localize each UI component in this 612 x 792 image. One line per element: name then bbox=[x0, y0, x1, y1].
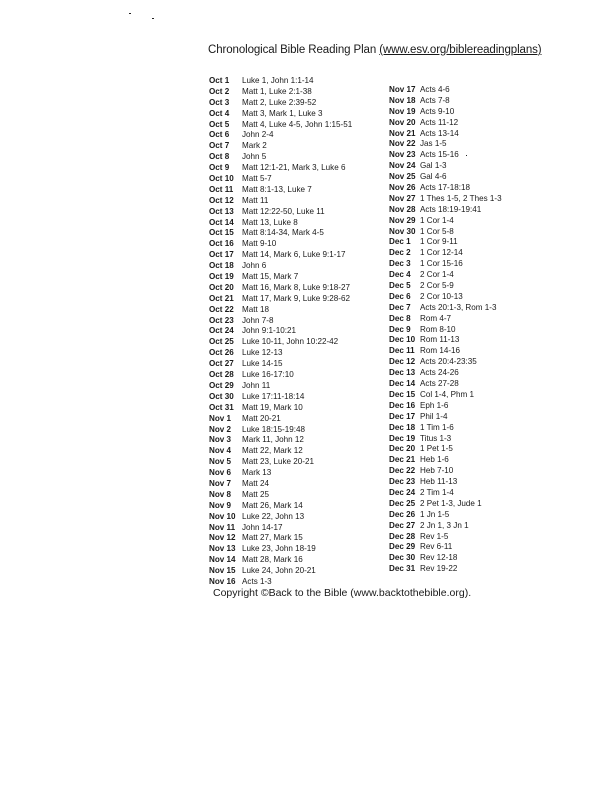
schedule-row bbox=[389, 314, 502, 325]
schedule-date: Oct 20 bbox=[209, 282, 234, 292]
schedule-row bbox=[209, 326, 352, 337]
schedule-row bbox=[209, 403, 352, 414]
schedule-reading: Rev 1-5 bbox=[420, 531, 449, 541]
schedule-date: Oct 30 bbox=[209, 391, 234, 401]
schedule-date: Dec 27 bbox=[389, 520, 416, 530]
schedule-row bbox=[209, 305, 352, 316]
schedule-date: Oct 26 bbox=[209, 348, 234, 358]
schedule-date: Nov 10 bbox=[209, 511, 236, 521]
schedule-reading: Gal 4-6 bbox=[420, 172, 447, 182]
schedule-reading: Jas 1-5 bbox=[420, 139, 447, 149]
schedule-row bbox=[389, 444, 502, 455]
schedule-date: Oct 27 bbox=[209, 359, 234, 369]
schedule-date: Oct 29 bbox=[209, 380, 234, 390]
schedule-row bbox=[389, 172, 502, 183]
schedule-date: Oct 31 bbox=[209, 402, 234, 412]
schedule-row bbox=[389, 401, 502, 412]
schedule-row bbox=[389, 281, 502, 292]
schedule-reading: John 11 bbox=[242, 380, 271, 390]
schedule-row bbox=[389, 521, 502, 532]
schedule-reading: Acts 9-10 bbox=[420, 106, 455, 116]
schedule-reading: Matt 1, Luke 2:1-38 bbox=[242, 86, 312, 96]
schedule-date: Oct 12 bbox=[209, 195, 234, 205]
schedule-reading: 2 Jn 1, 3 Jn 1 bbox=[420, 520, 469, 530]
schedule-date: Dec 17 bbox=[389, 411, 416, 421]
schedule-date: Nov 19 bbox=[389, 106, 416, 116]
schedule-date: Nov 13 bbox=[209, 544, 236, 554]
schedule-row bbox=[389, 488, 502, 499]
schedule-reading: Rom 11-13 bbox=[420, 335, 460, 345]
schedule-row bbox=[389, 303, 502, 314]
schedule-reading: Matt 5-7 bbox=[242, 174, 272, 184]
schedule-date: Dec 7 bbox=[389, 302, 411, 312]
schedule-date: Dec 16 bbox=[389, 400, 416, 410]
schedule-row bbox=[389, 346, 502, 357]
schedule-reading: 1 Pet 1-5 bbox=[420, 444, 453, 454]
schedule-row bbox=[389, 292, 502, 303]
schedule-row bbox=[209, 337, 352, 348]
copyright-footer: Copyright ©Back to the Bible (www.backtothebible.org). bbox=[213, 587, 472, 599]
schedule-date: Nov 20 bbox=[389, 117, 416, 127]
schedule-date: Dec 8 bbox=[389, 313, 411, 323]
schedule-reading: Mark 2 bbox=[242, 141, 267, 151]
schedule-row bbox=[209, 381, 352, 392]
schedule-row bbox=[389, 118, 502, 129]
schedule-date: Dec 2 bbox=[389, 248, 411, 258]
schedule-date: Dec 3 bbox=[389, 259, 411, 269]
schedule-date: Nov 16 bbox=[209, 576, 236, 586]
schedule-reading: Matt 23, Luke 20-21 bbox=[242, 457, 314, 467]
schedule-reading: Luke 24, John 20-21 bbox=[242, 566, 316, 576]
schedule-row bbox=[389, 161, 502, 172]
schedule-reading: Luke 10-11, John 10:22-42 bbox=[242, 337, 339, 347]
schedule-date: Nov 14 bbox=[209, 555, 236, 565]
schedule-reading: Matt 17, Mark 9, Luke 9:28-62 bbox=[242, 293, 350, 303]
schedule-reading: Phil 1-4 bbox=[420, 411, 448, 421]
schedule-reading: John 9:1-10:21 bbox=[242, 326, 297, 336]
schedule-reading: 1 Cor 1-4 bbox=[420, 215, 454, 225]
schedule-row bbox=[389, 477, 502, 488]
schedule-reading: Acts 20:4-23:35 bbox=[420, 357, 477, 367]
schedule-reading: Acts 1-3 bbox=[242, 576, 272, 586]
schedule-date: Nov 7 bbox=[209, 478, 232, 488]
schedule-reading: Matt 11 bbox=[242, 195, 269, 205]
schedule-date: Nov 28 bbox=[389, 204, 416, 214]
schedule-reading: Matt 20-21 bbox=[242, 413, 281, 423]
schedule-date: Nov 5 bbox=[209, 457, 232, 467]
schedule-row bbox=[209, 87, 352, 98]
title-text: Chronological Bible Reading Plan bbox=[208, 44, 377, 56]
schedule-date: Dec 31 bbox=[389, 564, 416, 574]
schedule-reading: Matt 25 bbox=[242, 489, 269, 499]
schedule-date: Nov 17 bbox=[389, 85, 416, 94]
schedule-reading: Matt 4, Luke 4-5, John 1:15-51 bbox=[242, 119, 353, 129]
schedule-reading: Luke 16-17:10 bbox=[242, 370, 294, 380]
schedule-reading: Rev 6-11 bbox=[420, 542, 453, 552]
schedule-row bbox=[389, 499, 502, 510]
schedule-row bbox=[389, 412, 502, 423]
schedule-date: Oct 2 bbox=[209, 86, 230, 96]
schedule-reading: 2 Cor 10-13 bbox=[420, 291, 463, 301]
schedule-row bbox=[209, 283, 352, 294]
schedule-date: Dec 15 bbox=[389, 389, 416, 399]
schedule-row bbox=[209, 152, 352, 163]
schedule-row bbox=[209, 533, 352, 544]
schedule-date: Dec 25 bbox=[389, 498, 416, 508]
schedule-date: Oct 13 bbox=[209, 206, 234, 216]
schedule-reading: Matt 22, Mark 12 bbox=[242, 446, 303, 456]
schedule-row bbox=[209, 544, 352, 555]
schedule-reading: John 7-8 bbox=[242, 315, 274, 325]
schedule-reading: 1 Cor 15-16 bbox=[420, 259, 463, 269]
schedule-reading: Rev 12-18 bbox=[420, 553, 458, 563]
schedule-row bbox=[209, 196, 352, 207]
schedule-date: Dec 22 bbox=[389, 466, 416, 476]
schedule-date: Oct 9 bbox=[209, 163, 230, 173]
schedule-date: Oct 7 bbox=[209, 141, 230, 151]
schedule-row bbox=[209, 174, 352, 185]
schedule-reading: 2 Tim 1-4 bbox=[420, 487, 454, 497]
schedule-reading: Matt 8:1-13, Luke 7 bbox=[242, 184, 312, 194]
schedule-row bbox=[389, 379, 502, 390]
schedule-row bbox=[209, 435, 352, 446]
schedule-reading: John 2-4 bbox=[242, 130, 274, 140]
schedule-row bbox=[389, 325, 502, 336]
title-url: (www.esv.org/biblereadingplans) bbox=[379, 44, 542, 56]
schedule-reading: Col 1-4, Phm 1 bbox=[420, 389, 474, 399]
schedule-reading: Luke 12-13 bbox=[242, 348, 283, 358]
schedule-date: Dec 1 bbox=[389, 237, 411, 247]
schedule-row bbox=[389, 139, 502, 150]
schedule-row bbox=[209, 523, 352, 534]
schedule-row bbox=[209, 218, 352, 229]
schedule-date: Dec 23 bbox=[389, 477, 416, 487]
schedule-date: Dec 19 bbox=[389, 433, 416, 443]
schedule-reading: Matt 24 bbox=[242, 478, 269, 488]
schedule-row bbox=[209, 457, 352, 468]
schedule-reading: Matt 14, Mark 6, Luke 9:1-17 bbox=[242, 250, 346, 260]
schedule-reading: Eph 1-6 bbox=[420, 400, 449, 410]
schedule-date: Nov 1 bbox=[209, 413, 232, 423]
schedule-reading: Acts 11-12 bbox=[420, 117, 459, 127]
schedule-reading: 1 Cor 12-14 bbox=[420, 248, 463, 258]
schedule-row bbox=[389, 390, 502, 401]
schedule-date: Nov 4 bbox=[209, 446, 232, 456]
left-schedule-column bbox=[209, 76, 352, 588]
schedule-row bbox=[209, 555, 352, 566]
schedule-row bbox=[389, 129, 502, 140]
schedule-reading: Matt 13, Luke 8 bbox=[242, 217, 298, 227]
schedule-row bbox=[209, 272, 352, 283]
schedule-reading: Acts 15-16 bbox=[420, 150, 459, 160]
schedule-row bbox=[209, 120, 352, 131]
schedule-date: Nov 21 bbox=[389, 128, 416, 138]
schedule-date: Nov 6 bbox=[209, 468, 232, 478]
schedule-date: Nov 30 bbox=[389, 226, 416, 236]
schedule-reading: 1 Tim 1-6 bbox=[420, 422, 454, 432]
schedule-date: Dec 26 bbox=[389, 509, 416, 519]
schedule-reading: 1 Cor 5-8 bbox=[420, 226, 454, 236]
schedule-date: Nov 23 bbox=[389, 150, 416, 160]
schedule-date: Dec 11 bbox=[389, 346, 415, 356]
schedule-row bbox=[389, 85, 502, 96]
schedule-row bbox=[209, 98, 352, 109]
page-title bbox=[208, 44, 542, 56]
schedule-date: Nov 29 bbox=[389, 215, 416, 225]
schedule-row bbox=[209, 228, 352, 239]
schedule-row bbox=[389, 335, 502, 346]
schedule-row bbox=[389, 248, 502, 259]
schedule-date: Oct 21 bbox=[209, 293, 234, 303]
schedule-row bbox=[389, 434, 502, 445]
schedule-date: Dec 10 bbox=[389, 335, 416, 345]
schedule-row bbox=[389, 368, 502, 379]
schedule-reading: Acts 27-28 bbox=[420, 379, 459, 389]
schedule-reading: Rom 8-10 bbox=[420, 324, 456, 334]
schedule-reading: Luke 22, John 13 bbox=[242, 511, 305, 521]
schedule-row bbox=[209, 316, 352, 327]
schedule-reading: 2 Cor 1-4 bbox=[420, 270, 454, 280]
scan-speck bbox=[152, 18, 154, 19]
schedule-row bbox=[389, 227, 502, 238]
schedule-row bbox=[209, 130, 352, 141]
schedule-row bbox=[389, 466, 502, 477]
schedule-date: Nov 2 bbox=[209, 424, 232, 434]
schedule-row bbox=[209, 414, 352, 425]
schedule-reading: Matt 15, Mark 7 bbox=[242, 272, 299, 282]
schedule-reading: Acts 18:19-19:41 bbox=[420, 204, 482, 214]
schedule-date: Nov 9 bbox=[209, 500, 232, 510]
schedule-date: Oct 8 bbox=[209, 152, 230, 162]
schedule-date: Oct 1 bbox=[209, 76, 230, 85]
schedule-row bbox=[209, 76, 352, 87]
schedule-date: Oct 25 bbox=[209, 337, 234, 347]
schedule-row bbox=[389, 259, 502, 270]
schedule-row bbox=[209, 425, 352, 436]
schedule-date: Dec 18 bbox=[389, 422, 416, 432]
schedule-row bbox=[389, 423, 502, 434]
schedule-reading: Matt 12:1-21, Mark 3, Luke 6 bbox=[242, 163, 346, 173]
schedule-row bbox=[389, 553, 502, 564]
schedule-reading: Matt 26, Mark 14 bbox=[242, 500, 303, 510]
schedule-row bbox=[389, 455, 502, 466]
schedule-date: Dec 21 bbox=[389, 455, 416, 465]
schedule-date: Oct 14 bbox=[209, 217, 234, 227]
schedule-reading: 1 Thes 1-5, 2 Thes 1-3 bbox=[420, 193, 502, 203]
schedule-date: Oct 24 bbox=[209, 326, 234, 336]
schedule-reading: Matt 27, Mark 15 bbox=[242, 533, 303, 543]
schedule-reading: Heb 11-13 bbox=[420, 477, 458, 487]
schedule-date: Oct 5 bbox=[209, 119, 230, 129]
schedule-row bbox=[389, 150, 502, 161]
schedule-reading: Acts 20:1-3, Rom 1-3 bbox=[420, 302, 497, 312]
schedule-date: Oct 28 bbox=[209, 370, 234, 380]
schedule-date: Nov 11 bbox=[209, 522, 236, 532]
schedule-date: Dec 13 bbox=[389, 368, 416, 378]
schedule-reading: Matt 18 bbox=[242, 304, 269, 314]
schedule-date: Nov 18 bbox=[389, 95, 416, 105]
schedule-reading: Acts 13-14 bbox=[420, 128, 459, 138]
scan-speck bbox=[129, 13, 131, 14]
schedule-row bbox=[209, 141, 352, 152]
schedule-row bbox=[209, 446, 352, 457]
schedule-row bbox=[209, 566, 352, 577]
schedule-reading: Matt 16, Mark 8, Luke 9:18-27 bbox=[242, 282, 350, 292]
schedule-reading: Rom 4-7 bbox=[420, 313, 452, 323]
schedule-reading: Matt 19, Mark 10 bbox=[242, 402, 303, 412]
schedule-date: Nov 24 bbox=[389, 161, 416, 171]
schedule-reading: Luke 18:15-19:48 bbox=[242, 424, 306, 434]
schedule-date: Oct 18 bbox=[209, 261, 234, 271]
schedule-reading: Titus 1-3 bbox=[420, 433, 452, 443]
schedule-date: Oct 6 bbox=[209, 130, 230, 140]
schedule-date: Dec 9 bbox=[389, 324, 411, 334]
schedule-row bbox=[209, 239, 352, 250]
right-schedule-column bbox=[389, 85, 502, 575]
schedule-row bbox=[389, 96, 502, 107]
schedule-row bbox=[389, 194, 502, 205]
schedule-date: Dec 29 bbox=[389, 542, 416, 552]
schedule-row bbox=[389, 542, 502, 553]
schedule-row bbox=[389, 216, 502, 227]
schedule-row bbox=[209, 207, 352, 218]
schedule-reading: Mark 13 bbox=[242, 468, 272, 478]
schedule-date: Nov 15 bbox=[209, 566, 236, 576]
schedule-row bbox=[389, 107, 502, 118]
schedule-reading: Mark 11, John 12 bbox=[242, 435, 304, 445]
schedule-date: Oct 4 bbox=[209, 108, 230, 118]
schedule-reading: Matt 2, Luke 2:39-52 bbox=[242, 97, 317, 107]
schedule-row bbox=[209, 261, 352, 272]
schedule-date: Dec 30 bbox=[389, 553, 416, 563]
schedule-reading: Luke 17:11-18:14 bbox=[242, 391, 305, 401]
schedule-reading: Luke 1, John 1:1-14 bbox=[242, 76, 314, 85]
schedule-row bbox=[209, 185, 352, 196]
schedule-reading: Matt 9-10 bbox=[242, 239, 277, 249]
schedule-reading: Heb 1-6 bbox=[420, 455, 449, 465]
schedule-date: Oct 16 bbox=[209, 239, 234, 249]
schedule-date: Oct 10 bbox=[209, 174, 234, 184]
schedule-reading: Acts 17-18:18 bbox=[420, 183, 470, 193]
schedule-date: Oct 19 bbox=[209, 272, 234, 282]
schedule-row bbox=[209, 490, 352, 501]
schedule-reading: Matt 28, Mark 16 bbox=[242, 555, 303, 565]
schedule-date: Dec 24 bbox=[389, 487, 416, 497]
schedule-reading: Matt 3, Mark 1, Luke 3 bbox=[242, 108, 323, 118]
schedule-date: Oct 22 bbox=[209, 304, 234, 314]
schedule-row bbox=[389, 532, 502, 543]
schedule-row bbox=[389, 205, 502, 216]
schedule-reading: Heb 7-10 bbox=[420, 466, 454, 476]
schedule-reading: 2 Cor 5-9 bbox=[420, 281, 454, 291]
schedule-row bbox=[209, 109, 352, 120]
schedule-row bbox=[389, 357, 502, 368]
schedule-reading: Matt 8:14-34, Mark 4-5 bbox=[242, 228, 324, 238]
schedule-date: Oct 15 bbox=[209, 228, 234, 238]
schedule-row bbox=[209, 512, 352, 523]
schedule-date: Nov 27 bbox=[389, 193, 416, 203]
schedule-row bbox=[209, 294, 352, 305]
scan-speck bbox=[466, 155, 467, 156]
schedule-row bbox=[389, 564, 502, 575]
schedule-date: Dec 6 bbox=[389, 291, 411, 301]
schedule-date: Oct 17 bbox=[209, 250, 234, 260]
schedule-row bbox=[209, 370, 352, 381]
schedule-row bbox=[209, 479, 352, 490]
schedule-date: Dec 4 bbox=[389, 270, 411, 280]
schedule-date: Dec 14 bbox=[389, 379, 416, 389]
schedule-date: Dec 12 bbox=[389, 357, 416, 367]
schedule-date: Nov 25 bbox=[389, 172, 416, 182]
schedule-date: Nov 8 bbox=[209, 489, 232, 499]
schedule-date: Oct 23 bbox=[209, 315, 234, 325]
schedule-reading: 1 Cor 9-11 bbox=[420, 237, 458, 247]
schedule-reading: Luke 23, John 18-19 bbox=[242, 544, 316, 554]
schedule-row bbox=[209, 468, 352, 479]
schedule-date: Nov 22 bbox=[389, 139, 416, 149]
schedule-reading: 2 Pet 1-3, Jude 1 bbox=[420, 498, 482, 508]
schedule-reading: Gal 1-3 bbox=[420, 161, 447, 171]
schedule-date: Oct 11 bbox=[209, 184, 234, 194]
schedule-row bbox=[209, 250, 352, 261]
schedule-reading: John 6 bbox=[242, 261, 267, 271]
schedule-date: Dec 28 bbox=[389, 531, 416, 541]
schedule-reading: Luke 14-15 bbox=[242, 359, 283, 369]
schedule-row bbox=[209, 392, 352, 403]
schedule-row bbox=[209, 348, 352, 359]
schedule-reading: 1 Jn 1-5 bbox=[420, 509, 450, 519]
schedule-reading: Rom 14-16 bbox=[420, 346, 461, 356]
schedule-reading: Rev 19-22 bbox=[420, 564, 458, 574]
schedule-date: Dec 20 bbox=[389, 444, 416, 454]
schedule-row bbox=[389, 270, 502, 281]
schedule-date: Nov 12 bbox=[209, 533, 236, 543]
schedule-date: Nov 3 bbox=[209, 435, 232, 445]
schedule-date: Dec 5 bbox=[389, 281, 411, 291]
schedule-reading: John 14-17 bbox=[242, 522, 283, 532]
schedule-row bbox=[389, 237, 502, 248]
schedule-row bbox=[389, 510, 502, 521]
schedule-reading: Acts 4-6 bbox=[420, 85, 450, 94]
schedule-reading: Acts 24-26 bbox=[420, 368, 459, 378]
schedule-row bbox=[209, 501, 352, 512]
schedule-row bbox=[209, 359, 352, 370]
schedule-row bbox=[389, 183, 502, 194]
schedule-reading: John 5 bbox=[242, 152, 267, 162]
schedule-date: Oct 3 bbox=[209, 97, 230, 107]
schedule-reading: Matt 12:22-50, Luke 11 bbox=[242, 206, 325, 216]
schedule-date: Nov 26 bbox=[389, 183, 416, 193]
schedule-reading: Acts 7-8 bbox=[420, 95, 450, 105]
schedule-row bbox=[209, 163, 352, 174]
